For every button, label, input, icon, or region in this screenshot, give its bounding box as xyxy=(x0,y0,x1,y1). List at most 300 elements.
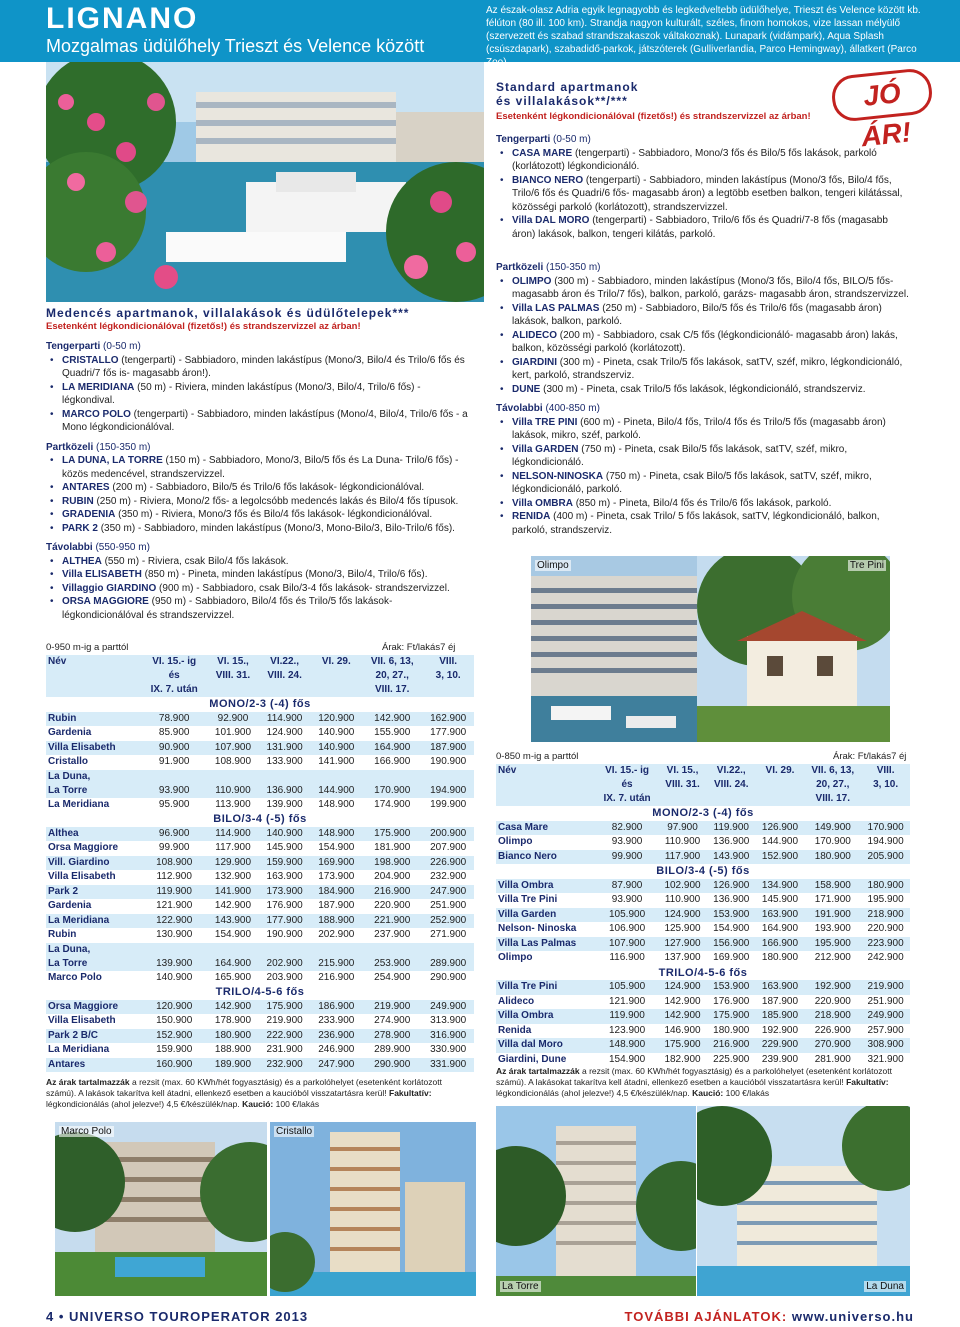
row-name xyxy=(496,922,596,937)
row-name-line: Renida xyxy=(498,1024,532,1036)
right-price-table xyxy=(496,764,910,1067)
row-name-line: La Torre xyxy=(48,784,88,796)
note-part: Kaució: xyxy=(692,1088,724,1098)
row-name-line: Rubin xyxy=(48,929,77,941)
table-row xyxy=(496,821,910,836)
row-name-line: Villa Tre Pini xyxy=(498,981,558,993)
price-cell: 140.900 xyxy=(318,727,355,739)
table-header-cell xyxy=(310,655,362,697)
price-cell: 198.900 xyxy=(362,856,422,871)
table-header-cell xyxy=(707,764,756,806)
price-cell: 190.900 xyxy=(430,756,467,768)
price-cell: 202.900 xyxy=(259,943,311,971)
price-cell: 131.900 xyxy=(259,741,311,756)
price-cell: 119.900 xyxy=(707,821,756,836)
table-row xyxy=(496,908,910,923)
price-cell: 153.900 xyxy=(707,980,756,995)
price-cell: 124.900 xyxy=(266,727,303,739)
item-name: CRISTALLO xyxy=(62,354,119,366)
item-desc: (tengerparti) - Sabbiadoro, minden lakástípus (Mono/4, Bilo/4, Trilo/6 fős - a Mono légkondicionálóval. xyxy=(62,408,468,433)
price-cell: 105.900 xyxy=(596,980,658,995)
group-range: (0-50 m) xyxy=(100,341,141,352)
price-cell: 169.900 xyxy=(310,856,362,871)
price-cell: 174.900 xyxy=(374,798,411,810)
table-header-row xyxy=(496,764,910,806)
standard-title-line2: és villalakások**/*** xyxy=(496,94,628,108)
group-label: Partközeli xyxy=(496,262,544,273)
row-name xyxy=(46,899,141,914)
la-torre-photo-label: La Torre xyxy=(502,1281,539,1292)
price-cell: 136.900 xyxy=(713,836,750,848)
price-cell: 190.900 xyxy=(266,929,303,941)
price-cell: 199.900 xyxy=(430,798,467,810)
list-item xyxy=(46,408,476,435)
table-row xyxy=(46,1043,474,1058)
row-name xyxy=(46,726,141,741)
row-name-line: Alideco xyxy=(498,995,535,1007)
price-cell: 187.900 xyxy=(318,900,355,912)
table-row xyxy=(496,850,910,865)
table-row xyxy=(496,893,910,908)
row-name xyxy=(46,755,141,770)
table-row xyxy=(46,885,474,900)
price-cell: 154.900 xyxy=(318,842,355,854)
price-cell: 175.900 xyxy=(259,1000,311,1015)
price-cell: 159.900 xyxy=(259,856,311,871)
price-cell: 182.900 xyxy=(664,1053,701,1065)
table-row xyxy=(496,937,910,952)
item-name: GIARDINI xyxy=(512,356,557,368)
table-header-cell xyxy=(46,655,141,697)
price-cell: 154.900 xyxy=(214,929,252,941)
price-cell: 231.900 xyxy=(266,1044,303,1056)
row-name xyxy=(496,893,596,908)
price-cell: 99.900 xyxy=(158,842,190,854)
row-name xyxy=(46,712,141,727)
item-desc: (400 m) - Pineta, csak Trilo/ 5 fős lakások, satTV, légkondicionáló, balkon, parkoló, strandszerviz. xyxy=(512,511,880,536)
price-cell: 247.900 xyxy=(422,885,474,900)
price-cell: 239.900 xyxy=(761,1053,799,1065)
left-table-range: 0-950 m-ig a parttól xyxy=(46,642,129,653)
table-row xyxy=(46,1000,474,1015)
price-cell: 175.900 xyxy=(658,1038,707,1053)
price-cell: 145.900 xyxy=(266,842,303,854)
tre-pini-photo xyxy=(697,556,890,742)
row-name xyxy=(46,856,141,871)
price-cell: 85.900 xyxy=(158,727,190,739)
group-heading xyxy=(496,133,910,147)
price-cell: 202.900 xyxy=(318,929,355,941)
row-name xyxy=(46,770,141,798)
price-cell: 101.900 xyxy=(214,727,252,739)
price-cell: 188.900 xyxy=(310,914,362,929)
row-name-line: Antares xyxy=(48,1058,86,1070)
list-item xyxy=(496,275,910,302)
footer-url-link[interactable]: www.universo.hu xyxy=(791,1309,914,1324)
table-header-cell xyxy=(861,764,910,806)
price-cell: 149.900 xyxy=(804,821,861,836)
price-cell: 247.900 xyxy=(310,1058,362,1073)
table-row xyxy=(496,922,910,937)
price-cell: 133.900 xyxy=(266,756,303,768)
group-label: Távolabbi xyxy=(46,542,93,553)
item-name: DUNE xyxy=(512,383,541,395)
pool-listing xyxy=(46,340,476,622)
item-name: Villa GARDEN xyxy=(512,443,579,455)
row-name xyxy=(46,841,141,856)
table-row xyxy=(496,1053,910,1068)
price-cell: 90.900 xyxy=(141,741,207,756)
price-cell: 191.900 xyxy=(804,908,861,923)
category-row xyxy=(46,812,474,827)
item-name: Villa DAL MORO xyxy=(512,215,590,226)
row-name-line: Gardenia xyxy=(48,727,92,739)
list-item xyxy=(496,174,910,215)
item-desc: (150 m) - Sabbiadoro, Mono/3, Bilo/5 fős és La Duna- Trilo/6 fős) - közös medencével, strandszervizzel. xyxy=(62,455,459,480)
price-cell: 219.900 xyxy=(266,1015,303,1027)
left-table-unit: Árak: Ft/lakás7 éj xyxy=(382,642,456,653)
price-cell: 95.900 xyxy=(158,798,190,810)
header-line: 20, 27., xyxy=(816,779,850,790)
item-name: BIANCO NERO xyxy=(512,174,584,186)
item-desc: (tengerparti) - Sabbiadoro, minden lakástípus (Mono/3, Bilo/4 és Trilo/6 fős és Quadri/7 fős is- magasabb áron!). xyxy=(62,354,465,379)
price-cell: 129.900 xyxy=(207,856,259,871)
row-name-line: Bianco Nero xyxy=(498,850,557,862)
left-table-note xyxy=(46,1077,474,1110)
price-cell: 164.900 xyxy=(207,943,259,971)
table-row xyxy=(46,726,474,741)
item-desc: (200 m) - Sabbiadoro, csak C/5 fős (légkondicionáló- magasabb áron) lakás, balkon, közösségi parkoló (korlátozott). xyxy=(512,329,898,354)
price-cell: 146.900 xyxy=(664,1024,701,1036)
row-name-line: Rubin xyxy=(48,712,77,724)
row-name-line: Villa dal Moro xyxy=(498,1039,563,1051)
list-item xyxy=(496,470,910,497)
row-name-line: Park 2 B/C xyxy=(48,1029,99,1041)
price-cell: 166.900 xyxy=(374,756,411,768)
table-row xyxy=(46,827,474,842)
note-part: a rezsit (max. 60 KWh/hét fogyasztásig) és a parkolóhelyet (esetenként korlátozott számú). A lakások takarítva kell átadni, ellenkező esetben a kaucióból visszatartásra kerül! xyxy=(46,1077,442,1098)
category-label: MONO/2-3 (-4) fős xyxy=(46,697,474,712)
price-cell: 82.900 xyxy=(596,821,658,836)
list-item xyxy=(496,147,910,174)
item-name: Villaggio GIARDINO xyxy=(62,582,157,594)
price-cell: 187.900 xyxy=(761,995,799,1007)
price-cell: 142.900 xyxy=(207,1000,259,1015)
header-line: VI. 15.- ig xyxy=(605,765,650,776)
table-header-cell xyxy=(362,655,422,697)
price-cell: 142.900 xyxy=(214,900,252,912)
price-cell: 270.900 xyxy=(804,1038,861,1053)
table-row xyxy=(46,928,474,943)
item-name: RENIDA xyxy=(512,511,551,522)
price-cell: 163.900 xyxy=(756,980,805,995)
item-desc: (350 m) - Riviera, Mono/3 fős és Bilo/4 fős lakások- légkondicionálóval. xyxy=(115,509,433,520)
header-title-block xyxy=(0,0,484,62)
row-name xyxy=(496,1053,596,1068)
standard-subtitle: Esetenként légkondicionálóval (fizetős!) és strandszervizzel az árban! xyxy=(496,111,811,122)
item-name: Villa OMBRA xyxy=(512,497,573,509)
list-item xyxy=(46,555,476,569)
row-name xyxy=(46,885,141,900)
group-heading xyxy=(46,541,476,555)
item-desc: (250 m) - Sabbiadoro, Bilo/5 fős és Trilo/6 fős (magasabb áron) lakások, balkon, parkoló. xyxy=(512,302,882,327)
row-name-line: Villa Ombra xyxy=(498,879,554,891)
good-price-badge xyxy=(830,67,934,153)
table-row xyxy=(46,899,474,914)
table-row xyxy=(46,770,474,798)
price-cell: 173.900 xyxy=(259,885,311,900)
price-cell: 216.900 xyxy=(318,971,355,983)
price-cell: 136.900 xyxy=(259,770,311,798)
row-name-line: Althea xyxy=(48,827,79,839)
price-cell: 112.900 xyxy=(156,871,192,883)
header-line: VI. 29. xyxy=(321,656,351,667)
price-cell: 232.900 xyxy=(430,871,467,883)
header-line: VIII. xyxy=(439,656,458,667)
list-item xyxy=(496,383,910,397)
table-row xyxy=(496,1009,910,1024)
price-cell: 232.900 xyxy=(259,1058,311,1073)
group-range: (400-850 m) xyxy=(542,403,600,414)
note-part: légkondicionálás (ahol jelezve!) 4,5 €/készülék/nap. xyxy=(46,1099,243,1109)
price-cell: 148.900 xyxy=(596,1038,658,1053)
item-desc: (750 m) - Pineta, csak Bilo/5 fős lakások, satTV, széf, mikro, légkondicionáló, parkoló. xyxy=(512,470,872,495)
row-name-line: La Torre xyxy=(48,957,88,969)
price-cell: 148.900 xyxy=(318,798,355,810)
item-name: ALIDECO xyxy=(512,329,557,341)
price-cell: 180.900 xyxy=(713,1024,750,1036)
price-cell: 254.900 xyxy=(374,971,411,983)
row-name-line: Olimpo xyxy=(498,952,533,964)
list-item xyxy=(46,454,476,481)
price-cell: 176.900 xyxy=(266,900,303,912)
item-name: NELSON-NINOSKA xyxy=(512,470,604,482)
price-cell: 220.900 xyxy=(867,923,904,935)
row-name xyxy=(46,1029,141,1044)
price-cell: 141.900 xyxy=(207,885,259,900)
header-line: VII. 6, 13, xyxy=(811,765,855,776)
row-name xyxy=(496,1009,596,1024)
group-range: (550-950 m) xyxy=(92,542,150,553)
price-cell: 225.900 xyxy=(713,1053,750,1065)
price-cell: 108.900 xyxy=(141,856,207,871)
table-header-cell xyxy=(596,764,658,806)
price-cell: 331.900 xyxy=(422,1058,474,1073)
price-cell: 117.900 xyxy=(658,850,707,865)
price-cell: 192.900 xyxy=(761,1024,799,1036)
header-line: és xyxy=(168,670,180,681)
price-cell: 249.900 xyxy=(422,1000,474,1015)
price-cell: 170.900 xyxy=(861,821,910,836)
table-row xyxy=(46,856,474,871)
price-cell: 127.900 xyxy=(658,937,707,952)
footer-right-label: TOVÁBBI AJÁNLATOK: xyxy=(624,1309,792,1324)
standard-title xyxy=(496,80,638,108)
header-line: 3, 10. xyxy=(435,670,461,681)
category-label: TRILO/4-5-6 fős xyxy=(46,985,474,1000)
price-cell: 177.900 xyxy=(259,914,311,929)
table-row xyxy=(496,879,910,894)
price-cell: 139.900 xyxy=(266,798,303,810)
pool-subtitle: Esetenként légkondicionálóval (fizetős!) és strandszervizzel az árban! xyxy=(46,321,361,332)
row-name-line: Villa Elisabeth xyxy=(48,1015,116,1027)
header-line: VI.22., xyxy=(716,765,746,776)
row-name-line: Marco Polo xyxy=(48,971,102,983)
price-cell: 178.900 xyxy=(214,1015,252,1027)
price-cell: 106.900 xyxy=(608,923,646,935)
price-cell: 116.900 xyxy=(609,952,645,964)
price-cell: 154.900 xyxy=(608,1053,646,1065)
price-cell: 97.900 xyxy=(658,821,707,836)
row-name xyxy=(496,1038,596,1053)
price-cell: 123.900 xyxy=(608,1024,646,1036)
price-cell: 175.900 xyxy=(707,1009,756,1024)
table-row xyxy=(496,1038,910,1053)
table-header-cell xyxy=(658,764,707,806)
row-name xyxy=(46,798,141,813)
price-cell: 140.900 xyxy=(310,741,362,756)
price-cell: 154.900 xyxy=(713,923,750,935)
row-name-line: Gardenia xyxy=(48,900,92,912)
row-name-line: La Meridiana xyxy=(48,798,110,810)
price-cell: 252.900 xyxy=(422,914,474,929)
item-desc: (850 m) - Pineta, Bilo/4 fős és Trilo/6 fős lakások, parkoló. xyxy=(572,497,832,509)
page-subtitle: Mozgalmas üdülőhely Trieszt és Velence között xyxy=(46,36,425,56)
row-name-line: La Duna, xyxy=(48,943,91,955)
price-cell: 169.900 xyxy=(713,952,750,964)
list-item xyxy=(46,495,476,509)
item-desc: (350 m) - Sabbiadoro, minden lakástípus (Mono/3, Mono-Bilo/3, Bilo-Trilo/6 fős). xyxy=(97,522,455,534)
list-item xyxy=(46,381,476,408)
price-cell: 170.900 xyxy=(814,836,851,848)
list-item xyxy=(46,522,476,536)
item-name: Villa LAS PALMAS xyxy=(512,302,600,314)
price-cell: 158.900 xyxy=(804,879,861,894)
price-cell: 222.900 xyxy=(259,1029,311,1044)
price-cell: 281.900 xyxy=(814,1053,851,1065)
table-row xyxy=(46,755,474,770)
item-desc: (750 m) - Pineta, csak Bilo/5 fős lakások, satTV, széf, mikro, légkondicionáló. xyxy=(512,443,848,468)
item-desc: (300 m) - Pineta, csak Trilo/5 fős lakások, légkondicionáló, strandszerviz. xyxy=(540,383,866,395)
price-cell: 136.900 xyxy=(713,894,750,906)
header-line: VI. 15.- ig xyxy=(152,656,197,667)
note-part: 100 €/lakás xyxy=(273,1099,320,1109)
price-cell: 189.900 xyxy=(207,1058,259,1073)
table-row xyxy=(496,835,910,850)
price-cell: 165.900 xyxy=(214,971,252,983)
note-part: Kaució: xyxy=(242,1099,274,1109)
price-cell: 253.900 xyxy=(362,943,422,971)
table-row xyxy=(46,1058,474,1073)
price-cell: 290.900 xyxy=(430,971,467,983)
header-line: VIII. 31. xyxy=(665,779,700,790)
table-row xyxy=(46,971,474,986)
header-line: VIII. 31. xyxy=(215,670,251,681)
header-line: VI. 29. xyxy=(765,765,795,776)
price-cell: 121.900 xyxy=(156,900,193,912)
price-cell: 180.900 xyxy=(761,952,799,964)
price-cell: 142.900 xyxy=(658,1009,707,1024)
note-part: Fakultatív: xyxy=(389,1088,432,1098)
header-line: és xyxy=(621,779,633,790)
item-name: ORSA MAGGIORE xyxy=(62,596,149,607)
price-cell: 119.900 xyxy=(596,1009,658,1024)
category-label: BILO/3-4 (-5) fős xyxy=(496,864,910,879)
price-cell: 93.900 xyxy=(611,894,643,906)
price-cell: 145.900 xyxy=(761,894,799,906)
item-name: GRADENIA xyxy=(62,509,116,520)
intro-text: Az észak-olasz Adria egyik legnagyobb és legkedveltebb üdülőhelye, Trieszt és Velence között kb. félúton (80 ill. 100 km). Strandja nagyon kulturált, széles, finom homokos, vize lassan mélyülő (szervezett és szabad strandszakaszok váltakoznak). Lunapark (vidámpark), Aqua Splash (csúszdapark), szabadidő-parkok, játszóterek (Gulliverlandia, Parco Hemingway), állatkert (Parco Zoo). xyxy=(486,5,921,68)
row-name xyxy=(46,827,141,842)
right-table-unit: Árak: Ft/lakás7 éj xyxy=(833,751,907,762)
price-cell: 99.900 xyxy=(596,850,658,865)
header-line: VI. 15., xyxy=(217,656,249,667)
price-cell: 257.900 xyxy=(867,1024,904,1036)
price-cell: 180.900 xyxy=(804,850,861,865)
price-cell: 163.900 xyxy=(266,871,303,883)
row-name xyxy=(496,835,596,850)
price-cell: 140.900 xyxy=(156,971,193,983)
price-cell: 229.900 xyxy=(756,1038,805,1053)
la-duna-photo xyxy=(697,1106,910,1296)
olimpo-photo-label: Olimpo xyxy=(537,560,569,571)
row-name xyxy=(496,937,596,952)
price-cell: 194.900 xyxy=(867,836,904,848)
category-label: MONO/2-3 (-4) fős xyxy=(496,806,910,821)
price-cell: 164.900 xyxy=(362,741,422,756)
price-cell: 155.900 xyxy=(374,727,411,739)
price-cell: 113.900 xyxy=(215,798,251,810)
item-desc: (950 m) - Sabbiadoro, Bilo/4 fős és Trilo/5 fős lakások- légkondicionálóval és strandszervizzel. xyxy=(62,596,393,621)
price-cell: 121.900 xyxy=(608,995,646,1007)
price-cell: 87.900 xyxy=(596,879,658,894)
row-name-line: La Meridiana xyxy=(48,1044,110,1056)
pool-title: Medencés apartmanok, villalakások és üdülőtelepek*** xyxy=(46,306,410,320)
price-cell: 173.900 xyxy=(318,871,355,883)
price-cell: 249.900 xyxy=(861,1009,910,1024)
group-range: (150-350 m) xyxy=(93,441,151,453)
price-cell: 175.900 xyxy=(362,827,422,842)
price-cell: 139.900 xyxy=(141,943,207,971)
price-cell: 308.900 xyxy=(861,1038,910,1053)
row-name-line: Cristallo xyxy=(48,756,89,768)
right-table-range: 0-850 m-ig a parttól xyxy=(496,751,579,762)
price-cell: 124.900 xyxy=(658,908,707,923)
group-label: Tengerparti xyxy=(46,341,101,352)
price-cell: 142.900 xyxy=(362,712,422,727)
header-line: VIII. 24. xyxy=(714,779,749,790)
item-desc: (850 m) - Pineta, minden lakástípus (Mono/3, Bilo/4, Trilo/6 fős). xyxy=(141,569,428,580)
list-item xyxy=(496,510,910,537)
item-name: OLIMPO xyxy=(512,275,552,287)
price-cell: 195.900 xyxy=(804,937,861,952)
price-cell: 108.900 xyxy=(214,756,252,768)
note-part: Az árak tartalmazzák xyxy=(496,1066,580,1076)
group-list xyxy=(46,354,476,435)
price-cell: 188.900 xyxy=(214,1044,252,1056)
group-list xyxy=(496,275,910,397)
price-cell: 220.900 xyxy=(374,900,411,912)
price-cell: 93.900 xyxy=(141,770,207,798)
price-cell: 218.900 xyxy=(804,1009,861,1024)
note-part: Fakultatív: xyxy=(846,1077,889,1087)
price-cell: 223.900 xyxy=(861,937,910,952)
header-line: VI. 15., xyxy=(666,765,699,776)
right-table-note xyxy=(496,1066,910,1099)
price-cell: 110.900 xyxy=(207,770,259,798)
price-cell: 134.900 xyxy=(756,879,805,894)
price-cell: 125.900 xyxy=(664,923,701,935)
